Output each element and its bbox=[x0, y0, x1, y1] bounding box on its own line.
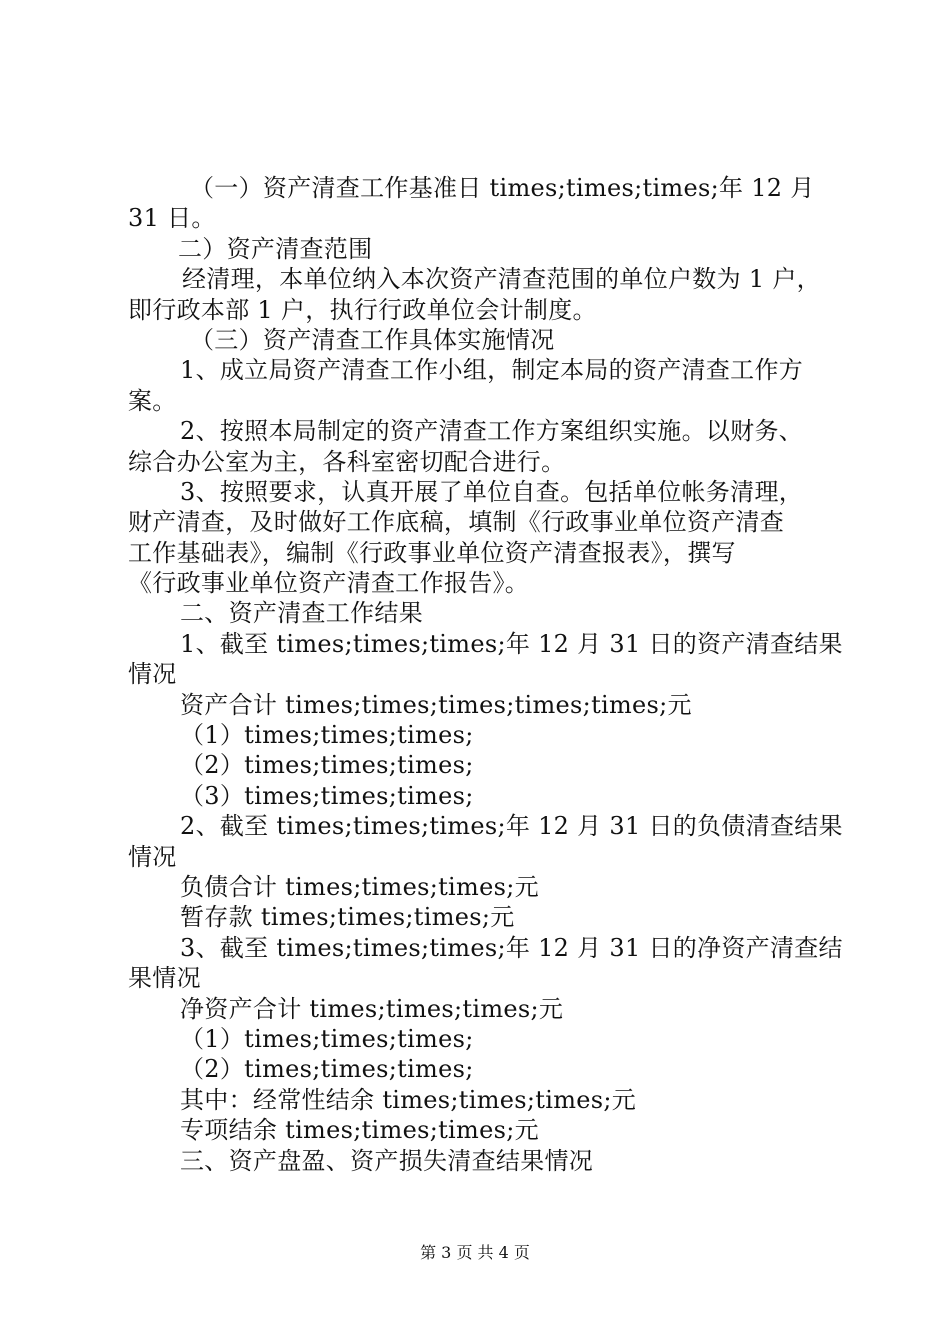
paragraph-line: 即行政本部 1 户，执行行政单位会计制度。 bbox=[128, 295, 597, 324]
list-item: （2）times;times;times; bbox=[180, 1055, 474, 1084]
paragraph-line: 1、截至 times;times;times;年 12 月 31 日的资产清查结果 bbox=[180, 629, 843, 658]
paragraph-line: 3、截至 times;times;times;年 12 月 31 日的净资产清查结 bbox=[180, 933, 843, 962]
section-heading: 二、资产清查工作结果 bbox=[180, 599, 423, 628]
paragraph-line: 果情况 bbox=[128, 964, 201, 993]
paragraph-line: 暂存款 times;times;times;元 bbox=[180, 903, 515, 932]
section-heading: （三）资产清查工作具体实施情况 bbox=[190, 325, 555, 354]
section-heading: 二）资产清查范围 bbox=[178, 234, 373, 263]
paragraph-line: 情况 bbox=[128, 842, 177, 871]
section-heading: 三、资产盘盈、资产损失清查结果情况 bbox=[180, 1146, 594, 1175]
paragraph-line: 情况 bbox=[128, 660, 177, 689]
paragraph-line: 案。 bbox=[128, 386, 177, 415]
paragraph-line: 1、成立局资产清查工作小组，制定本局的资产清查工作方 bbox=[180, 356, 804, 385]
paragraph-line: 综合办公室为主，各科室密切配合进行。 bbox=[128, 447, 566, 476]
list-item: （2）times;times;times; bbox=[180, 751, 474, 780]
page-number-footer: 第 3 页 共 4 页 bbox=[420, 1243, 530, 1262]
paragraph-line: 负债合计 times;times;times;元 bbox=[180, 872, 539, 901]
paragraph-line: 专项结余 times;times;times;元 bbox=[180, 1116, 539, 1145]
paragraph-line: 其中：经常性结余 times;times;times;元 bbox=[180, 1085, 637, 1114]
list-item: （3）times;times;times; bbox=[180, 781, 474, 810]
paragraph-line: 净资产合计 times;times;times;元 bbox=[180, 994, 564, 1023]
paragraph-line: 经清理，本单位纳入本次资产清查范围的单位户数为 1 户， bbox=[182, 265, 821, 294]
list-item: （1）times;times;times; bbox=[180, 1024, 474, 1053]
paragraph-line: 财产清查，及时做好工作底稿，填制《行政事业单位资产清查 bbox=[128, 508, 785, 537]
document-body bbox=[128, 173, 843, 1176]
paragraph-line: 工作基础表》，编制《行政事业单位资产清查报表》，撰写 bbox=[128, 538, 736, 567]
list-item: （1）times;times;times; bbox=[180, 721, 474, 750]
paragraph-line: 2、截至 times;times;times;年 12 月 31 日的负债清查结果 bbox=[180, 812, 843, 841]
paragraph-line: 2、按照本局制定的资产清查工作方案组织实施。以财务、 bbox=[180, 417, 804, 446]
paragraph-line: 3、按照要求，认真开展了单位自查。包括单位帐务清理， bbox=[180, 477, 804, 506]
paragraph-line: 《行政事业单位资产清查工作报告》。 bbox=[128, 569, 530, 598]
paragraph-line: （一）资产清查工作基准日 times;times;times;年 12 月 bbox=[190, 174, 815, 202]
paragraph-line: 31 日。 bbox=[128, 204, 216, 233]
paragraph-line: 资产合计 times;times;times;times;times;元 bbox=[180, 690, 692, 719]
